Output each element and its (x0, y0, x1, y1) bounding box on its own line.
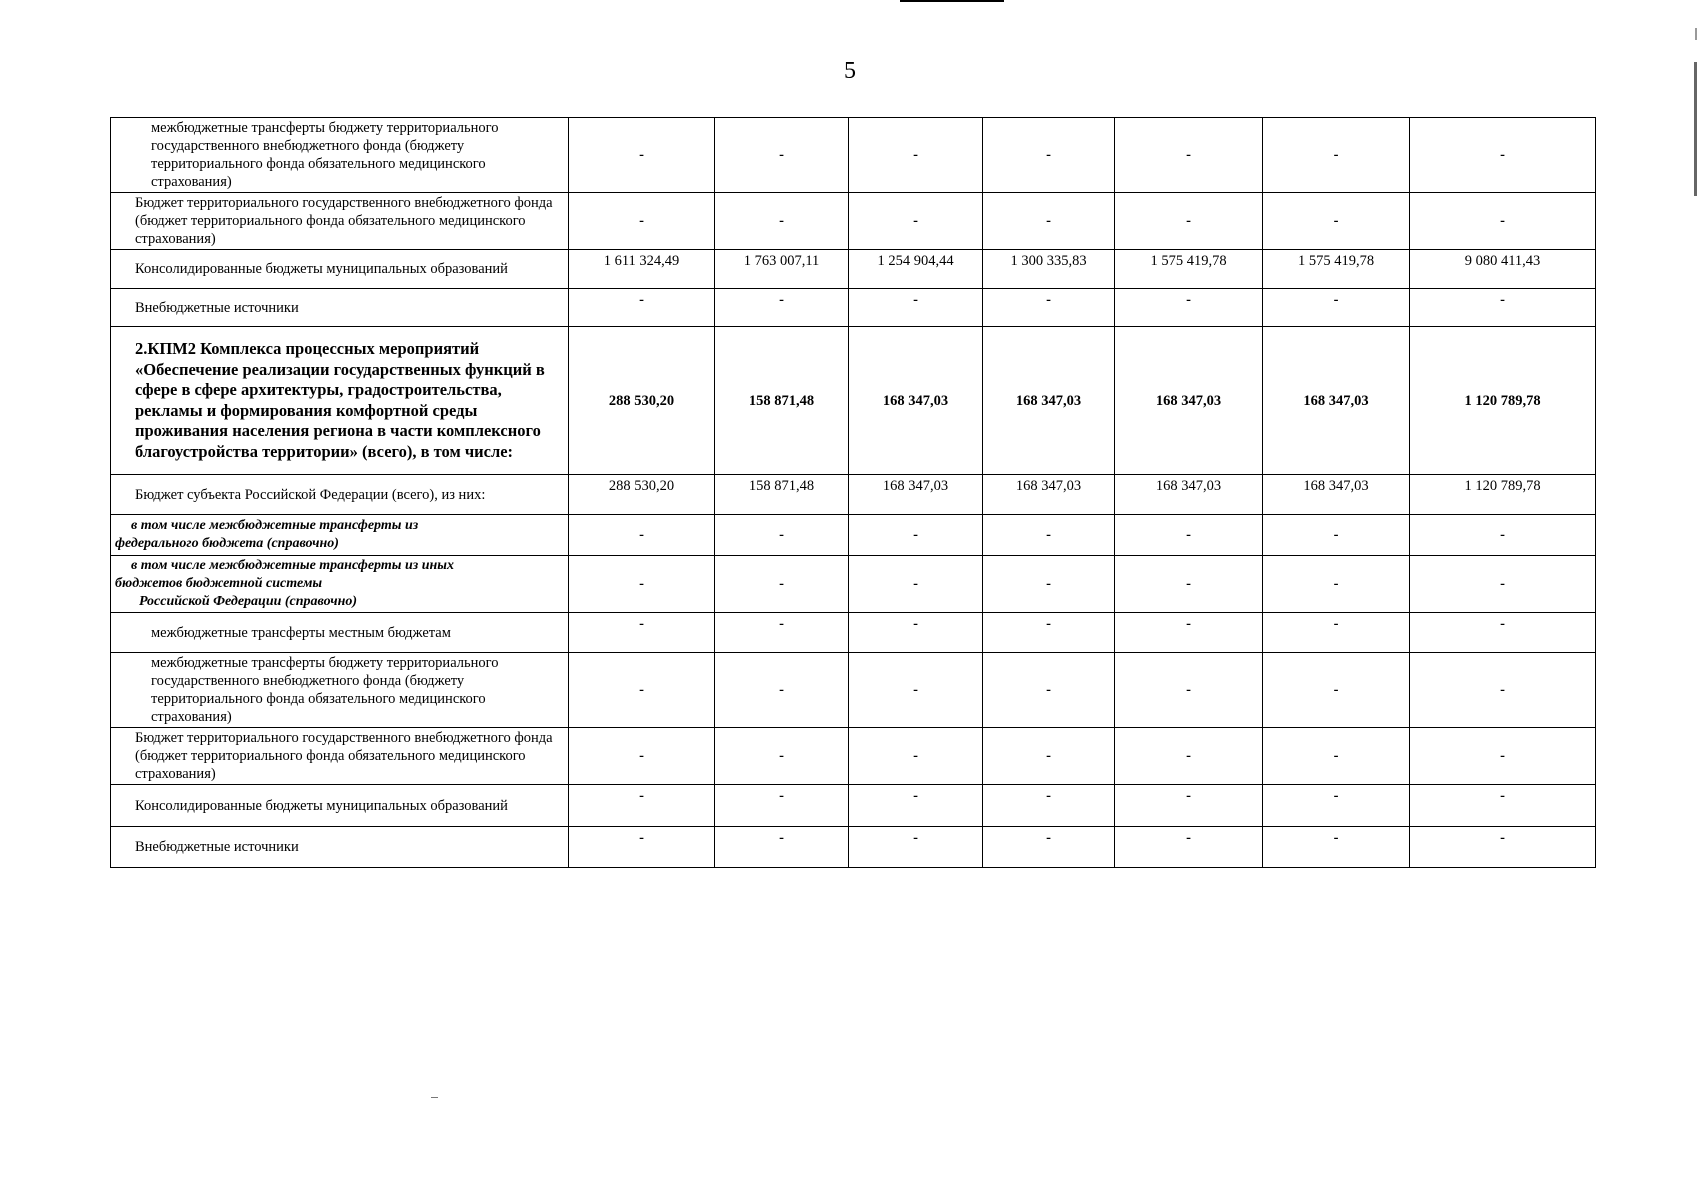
value-cell: 168 347,03 (983, 475, 1115, 515)
value-cell: - (569, 556, 715, 613)
value-cell: 168 347,03 (849, 475, 983, 515)
value-cell: - (569, 613, 715, 653)
row-label: Бюджет территориального государственного внебюджетного фонда (бюджет территориального фонда обязательного медицинского страхования) (111, 728, 569, 785)
value-cell: - (849, 785, 983, 827)
value-cell: - (1115, 785, 1263, 827)
value-cell: - (849, 193, 983, 250)
value-cell: - (1410, 827, 1596, 868)
value-cell: 168 347,03 (1263, 327, 1410, 475)
value-cell: - (849, 728, 983, 785)
table-row (111, 827, 1596, 868)
value-cell: - (1410, 118, 1596, 193)
value-cell: - (1263, 193, 1410, 250)
value-cell: 1 575 419,78 (1115, 250, 1263, 289)
value-cell: 1 611 324,49 (569, 250, 715, 289)
value-cell: - (1263, 118, 1410, 193)
value-cell: - (569, 289, 715, 327)
value-cell: - (715, 728, 849, 785)
value-cell: 168 347,03 (1115, 327, 1263, 475)
scan-speck (431, 1097, 438, 1098)
value-cell: - (1115, 653, 1263, 728)
value-cell: - (715, 613, 849, 653)
value-cell: - (715, 827, 849, 868)
value-cell: - (569, 515, 715, 556)
value-cell: - (1410, 193, 1596, 250)
value-cell: 1 120 789,78 (1410, 475, 1596, 515)
value-cell: - (569, 728, 715, 785)
row-label-line: в том числе межбюджетные трансферты из иных (131, 558, 454, 573)
table-row (111, 193, 1596, 250)
value-cell: 168 347,03 (1115, 475, 1263, 515)
table-row (111, 250, 1596, 289)
table-row (111, 613, 1596, 653)
value-cell: 1 300 335,83 (983, 250, 1115, 289)
value-cell: - (1410, 556, 1596, 613)
row-label-line: бюджетов бюджетной системы (115, 576, 323, 591)
page-number: 5 (844, 58, 856, 84)
table-row (111, 653, 1596, 728)
row-label: Внебюджетные источники (111, 827, 569, 868)
value-cell: - (1263, 653, 1410, 728)
value-cell: - (849, 653, 983, 728)
table-row (111, 556, 1596, 613)
table-row (111, 475, 1596, 515)
table-row (111, 785, 1596, 827)
value-cell: - (983, 785, 1115, 827)
row-label: Консолидированные бюджеты муниципальных образований (111, 250, 569, 289)
scan-edge-mark (1695, 28, 1697, 40)
value-cell: - (983, 118, 1115, 193)
value-cell: 168 347,03 (983, 327, 1115, 475)
value-cell: - (1115, 556, 1263, 613)
budget-table (110, 117, 1596, 868)
table-row (111, 289, 1596, 327)
value-cell: - (1115, 613, 1263, 653)
value-cell: 1 575 419,78 (1263, 250, 1410, 289)
table-row (111, 515, 1596, 556)
value-cell: - (1263, 289, 1410, 327)
value-cell: 288 530,20 (569, 327, 715, 475)
value-cell: - (569, 785, 715, 827)
value-cell: - (849, 556, 983, 613)
value-cell: - (849, 289, 983, 327)
value-cell: - (715, 193, 849, 250)
value-cell: - (715, 556, 849, 613)
value-cell: - (1115, 728, 1263, 785)
row-label: межбюджетные трансферты бюджету территориального государственного внебюджетного фонда (бюджету территориального фонда обязательного медицинского страхования) (111, 653, 569, 728)
value-cell: - (1263, 785, 1410, 827)
value-cell: - (569, 827, 715, 868)
value-cell: - (1263, 515, 1410, 556)
value-cell: - (715, 118, 849, 193)
value-cell: 1 763 007,11 (715, 250, 849, 289)
value-cell: - (983, 193, 1115, 250)
value-cell: - (983, 827, 1115, 868)
row-label-line: Российской Федерации (справочно) (139, 594, 358, 609)
value-cell: - (1410, 515, 1596, 556)
value-cell: 158 871,48 (715, 475, 849, 515)
value-cell: - (715, 785, 849, 827)
value-cell: - (569, 118, 715, 193)
value-cell: - (983, 515, 1115, 556)
value-cell: - (1410, 653, 1596, 728)
value-cell: - (849, 118, 983, 193)
scan-top-mark (900, 0, 1004, 2)
section-heading: 2.КПМ2 Комплекса процессных мероприятий «Обеспечение реализации государственных функций в сфере в сфере архитектуры, градостроительства, рекламы и формирования комфортной среды проживания населения региона в части комплексного благоустройства территории» (всего), в том числе: (111, 327, 569, 475)
value-cell: - (715, 289, 849, 327)
value-cell: - (983, 289, 1115, 327)
value-cell: 1 254 904,44 (849, 250, 983, 289)
value-cell: 158 871,48 (715, 327, 849, 475)
row-label: межбюджетные трансферты бюджету территориального государственного внебюджетного фонда (бюджету территориального фонда обязательного медицинского страхования) (111, 118, 569, 193)
table-row (111, 728, 1596, 785)
value-cell: - (983, 613, 1115, 653)
row-label (111, 556, 569, 613)
table-row (111, 118, 1596, 193)
value-cell: - (1410, 613, 1596, 653)
row-label-line: в том числе межбюджетные трансферты из (131, 518, 419, 533)
value-cell: - (1115, 827, 1263, 868)
value-cell: 288 530,20 (569, 475, 715, 515)
value-cell: - (1263, 556, 1410, 613)
value-cell: - (983, 653, 1115, 728)
value-cell: - (849, 827, 983, 868)
value-cell: 1 120 789,78 (1410, 327, 1596, 475)
table-row (111, 327, 1596, 475)
value-cell: - (1115, 118, 1263, 193)
value-cell: 168 347,03 (849, 327, 983, 475)
value-cell: - (1263, 728, 1410, 785)
value-cell: - (1115, 515, 1263, 556)
value-cell: - (1115, 193, 1263, 250)
value-cell: - (1115, 289, 1263, 327)
value-cell: 168 347,03 (1263, 475, 1410, 515)
value-cell: - (1410, 785, 1596, 827)
value-cell: - (1263, 827, 1410, 868)
row-label: Бюджет территориального государственного внебюджетного фонда (бюджет территориального фонда обязательного медицинского страхования) (111, 193, 569, 250)
value-cell: - (1263, 613, 1410, 653)
value-cell: - (983, 556, 1115, 613)
value-cell: - (1410, 728, 1596, 785)
row-label: Бюджет субъекта Российской Федерации (всего), из них: (111, 475, 569, 515)
row-label-line: федерального бюджета (справочно) (115, 536, 339, 551)
value-cell: 9 080 411,43 (1410, 250, 1596, 289)
value-cell: - (1410, 289, 1596, 327)
value-cell: - (983, 728, 1115, 785)
row-label: Внебюджетные источники (111, 289, 569, 327)
value-cell: - (569, 193, 715, 250)
value-cell: - (849, 515, 983, 556)
row-label: межбюджетные трансферты местным бюджетам (111, 613, 569, 653)
value-cell: - (569, 653, 715, 728)
value-cell: - (715, 653, 849, 728)
row-label: Консолидированные бюджеты муниципальных образований (111, 785, 569, 827)
row-label (111, 515, 569, 556)
value-cell: - (715, 515, 849, 556)
value-cell: - (849, 613, 983, 653)
